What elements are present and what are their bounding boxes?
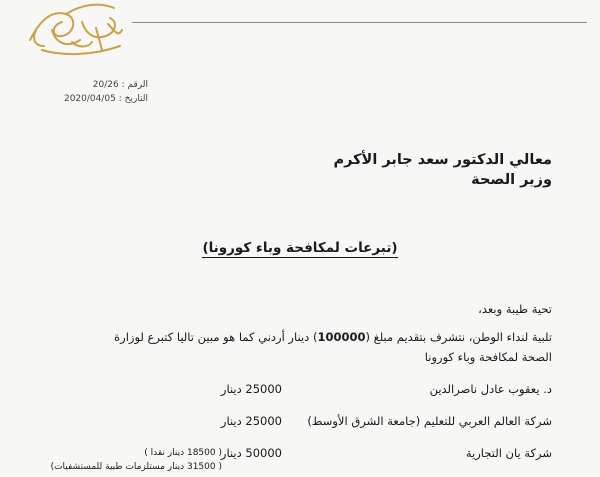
body-text-part: تلبية لنداء الوطن، نتشرف بتقديم مبلغ ( (365, 330, 552, 344)
addressee-name: معالي الدكتور سعد جابر الأكرم (333, 152, 552, 168)
subject-line (0, 240, 600, 256)
body-text-part: ) دينار أردني كما هو مبين تاليا كتبرع لوزارة (114, 330, 318, 344)
donor-note: ( 31500 دينار مستلزمات طبية للمستشفيات) (50, 462, 222, 472)
donation-total: 100000 (317, 330, 366, 344)
date-label: التاريخ : (118, 94, 148, 104)
signature-logo (22, 0, 132, 62)
addressee-title: وزير الصحة (471, 172, 552, 188)
donor-amount: 25000 دينار (220, 382, 282, 396)
reference-label: الرقم : (121, 80, 148, 90)
donor-amount: 25000 دينار (220, 414, 282, 428)
reference-value: 20/26 (92, 80, 119, 90)
reference-number (93, 80, 148, 90)
donor-note: ( 18500 دينار نقدا ) (144, 448, 222, 458)
donor-name: د. يعقوب عادل ناصرالدين (429, 382, 552, 396)
subject-text: (تبرعات لمكافحة وباء كورونا) (202, 240, 398, 256)
header-rule (132, 22, 587, 23)
letter-date (64, 94, 148, 104)
donor-amount: 50000 دينار (220, 446, 282, 460)
body-paragraph-line2: الصحة لمكافحة وباء كورونا (424, 350, 552, 364)
date-value: 2020/04/05 (63, 94, 116, 104)
body-paragraph-line1 (114, 330, 552, 344)
donor-name: شركة يان التجارية (465, 446, 552, 460)
donor-name: شركة العالم العربي للتعليم (جامعة الشرق الأوسط) (307, 414, 552, 428)
greeting: تحية طيبة وبعد، (478, 302, 552, 316)
